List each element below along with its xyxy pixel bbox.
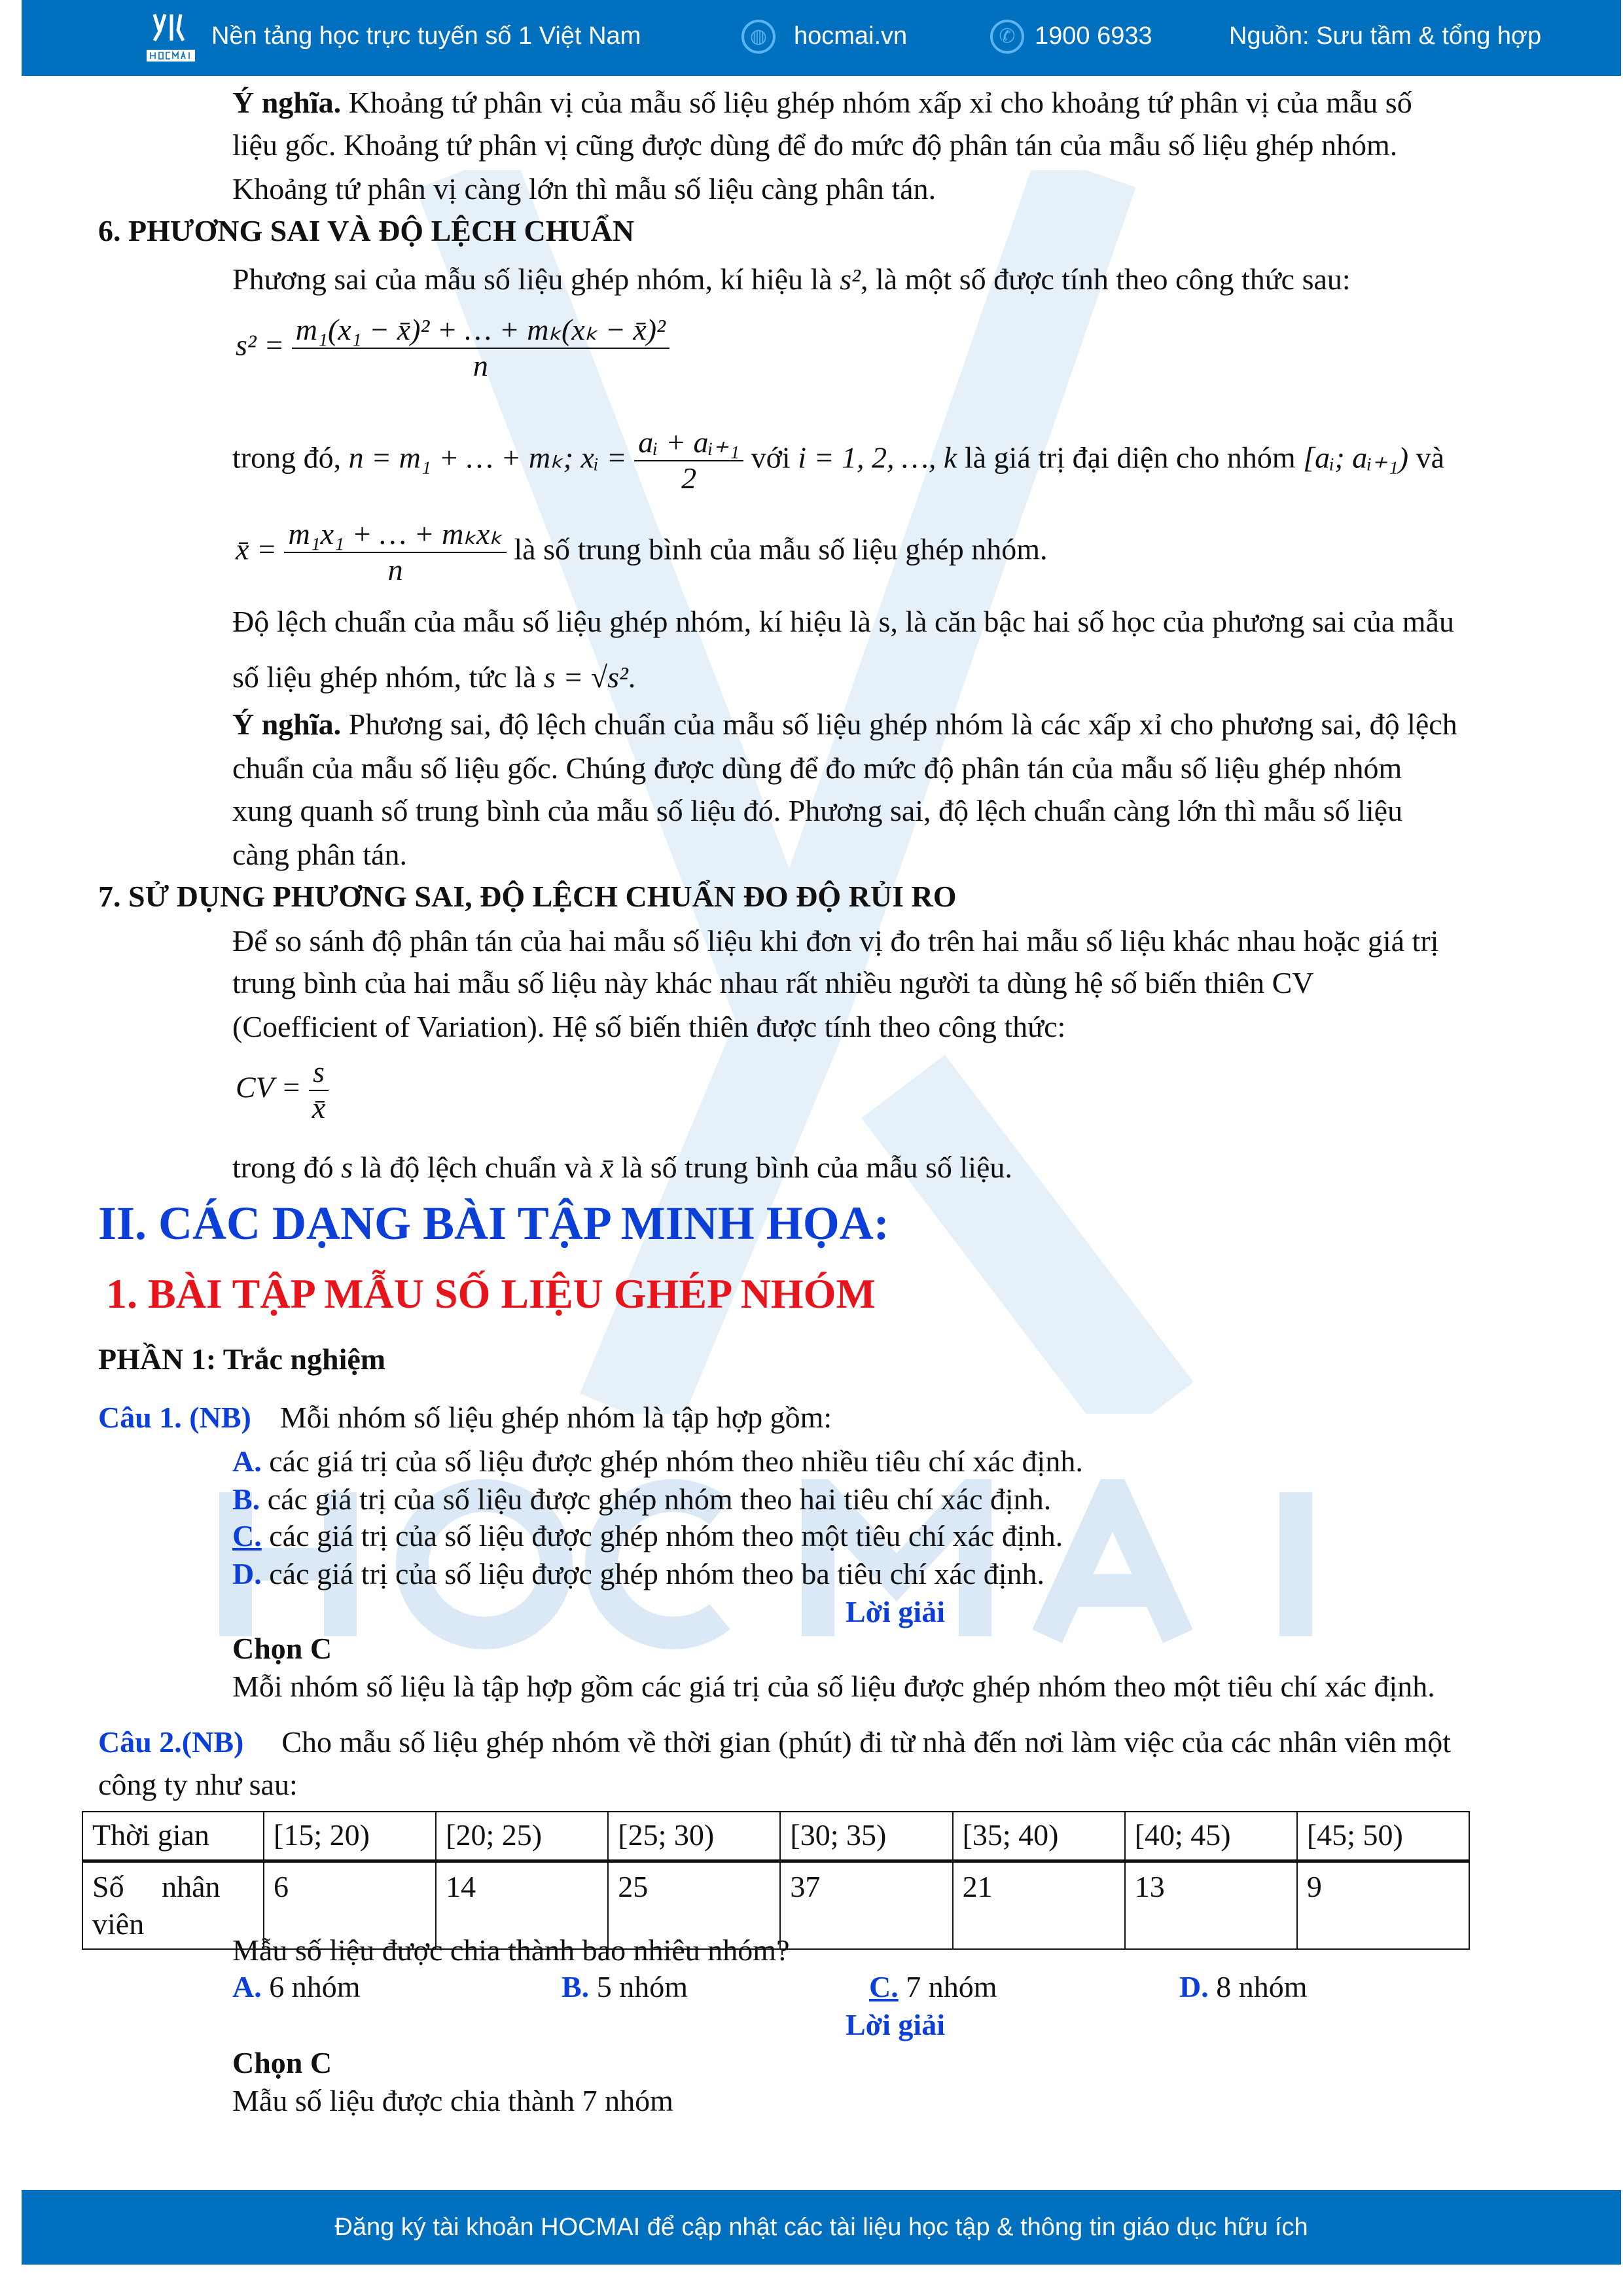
meaning-label: Ý nghĩa. bbox=[232, 708, 342, 741]
q1-stem bbox=[98, 1401, 832, 1435]
phone-icon: ✆ bbox=[990, 20, 1024, 54]
s6-meaning-2: chuẩn của mẫu số liệu gốc. Chúng được dùng để đo mức độ phân tán của mẫu số liệu ghép nhóm bbox=[232, 751, 1402, 785]
s5-line-3: Khoảng tứ phân vị càng lớn thì mẫu số liệu càng phân tán. bbox=[232, 172, 936, 206]
hocmai-logo-icon bbox=[141, 12, 200, 64]
question-label: Câu 2.(NB) bbox=[98, 1725, 244, 1759]
formula-lhs: CV = bbox=[236, 1070, 302, 1104]
option-text: 6 nhóm bbox=[261, 1970, 361, 2003]
option-key: B. bbox=[562, 1970, 590, 2003]
formula: n = m₁ + … + mₖ; xᵢ = bbox=[348, 440, 627, 475]
formula: s = √s² bbox=[543, 660, 628, 694]
option-text: 8 nhóm bbox=[1208, 1970, 1308, 2003]
option-key: B. bbox=[232, 1482, 260, 1516]
phan-1-heading: PHẦN 1: Trắc nghiệm bbox=[98, 1342, 386, 1376]
text: Cho mẫu số liệu ghép nhóm về thời gian (phút) đi từ nhà đến nơi làm việc của các nhân viên một bbox=[281, 1725, 1451, 1759]
option-key: C. bbox=[232, 1519, 262, 1552]
s6-meaning-4: càng phân tán. bbox=[232, 838, 407, 871]
text: với bbox=[743, 440, 798, 475]
option-text: các giá trị của số liệu được ghép nhóm theo một tiêu chí xác định. bbox=[261, 1519, 1063, 1552]
text: là độ lệch chuẩn và bbox=[353, 1151, 601, 1184]
s7-line-2: trung bình của hai mẫu số liệu này khác nhau rất nhiều người ta dùng hệ số biến thiên CV bbox=[232, 966, 1314, 999]
text: số liệu ghép nhóm, tức là bbox=[232, 660, 544, 694]
text: Phương sai của mẫu số liệu ghép nhóm, kí hiệu là bbox=[232, 262, 840, 296]
q2-question: Mẫu số liệu được chia thành bao nhiêu nhóm? bbox=[232, 1933, 790, 1967]
formula: s² bbox=[840, 262, 861, 296]
text: trong đó bbox=[232, 1151, 342, 1184]
mean-formula bbox=[236, 517, 1047, 588]
q2-option-b[interactable] bbox=[562, 1971, 688, 2004]
q2-solution-label: Lời giải bbox=[846, 2008, 945, 2041]
s7-line-1: Để so sánh độ phân tán của hai mẫu số liệu khi đơn vị đo trên hai mẫu số liệu khác nhau hoặc giá trị bbox=[232, 924, 1439, 958]
text: là số trung bình của mẫu số liệu ghép nhóm. bbox=[506, 532, 1048, 566]
denominator: n bbox=[387, 552, 403, 586]
part-2-subheading: 1. BÀI TẬP MẪU SỐ LIỆU GHÉP NHÓM bbox=[106, 1270, 876, 1317]
table-cell: 25 bbox=[608, 1861, 780, 1949]
numerator: m₁(x₁ − x̄)² + … + mₖ(xₖ − x̄)² bbox=[292, 313, 669, 349]
q2-option-a[interactable] bbox=[232, 1971, 361, 2004]
s6-meaning-3: xung quanh số trung bình của mẫu số liệu đó. Phương sai, độ lệch chuẩn càng lớn thì mẫu số liệu bbox=[232, 794, 1403, 827]
text: , là một số được tính theo công thức sau: bbox=[860, 262, 1351, 296]
q1-explanation: Mỗi nhóm số liệu là tập hợp gồm các giá trị của số liệu được ghép nhóm theo một tiêu chí xác định. bbox=[232, 1670, 1435, 1703]
table-header-cell: [15; 20) bbox=[264, 1812, 436, 1861]
question-label: Câu 1. (NB) bbox=[98, 1401, 251, 1434]
section-6-heading: 6. PHƯƠNG SAI VÀ ĐỘ LỆCH CHUẨN bbox=[98, 214, 635, 247]
numerator: m₁x₁ + … + mₖxₖ bbox=[284, 517, 506, 553]
page-header bbox=[22, 0, 1621, 76]
numerator: aᵢ + aᵢ₊₁ bbox=[634, 425, 743, 461]
table-cell: 13 bbox=[1125, 1861, 1297, 1949]
variance-formula bbox=[236, 313, 669, 384]
section-7-heading: 7. SỬ DỤNG PHƯƠNG SAI, ĐỘ LỆCH CHUẨN ĐO ĐỘ RỦI RO bbox=[98, 880, 957, 913]
std-line-1: Độ lệch chuẩn của mẫu số liệu ghép nhóm, kí hiệu là s, là căn bậc hai số học của phương sai của mẫu bbox=[232, 605, 1454, 638]
text: trong đó, bbox=[232, 440, 349, 475]
option-text: 7 nhóm bbox=[898, 1970, 997, 2003]
text: . bbox=[628, 660, 636, 694]
text: Mỗi nhóm số liệu ghép nhóm là tập hợp gồm: bbox=[279, 1401, 832, 1434]
meaning-label: Ý nghĩa. bbox=[232, 86, 342, 119]
header-source: Nguồn: Sưu tầm & tổng hợp bbox=[1229, 22, 1542, 50]
denominator: n bbox=[473, 348, 488, 382]
s7-where bbox=[232, 1151, 1012, 1185]
std-line-2 bbox=[232, 661, 635, 694]
q1-option-c[interactable] bbox=[232, 1520, 1063, 1553]
table-header-cell: [40; 45) bbox=[1125, 1812, 1297, 1861]
q1-option-d[interactable] bbox=[232, 1558, 1044, 1591]
q2-option-d[interactable] bbox=[1179, 1971, 1308, 2004]
text: Phương sai, độ lệch chuẩn của mẫu số liệu ghép nhóm là các xấp xỉ cho phương sai, độ lệch bbox=[341, 708, 1457, 741]
q1-option-a[interactable] bbox=[232, 1445, 1083, 1479]
s5-line-1 bbox=[232, 86, 1412, 120]
numerator: s bbox=[309, 1055, 329, 1091]
option-key: C. bbox=[869, 1970, 899, 2003]
text: là số trung bình của mẫu số liệu. bbox=[613, 1151, 1012, 1184]
formula: x̄ bbox=[600, 1151, 614, 1184]
table-header-cell: [25; 30) bbox=[608, 1812, 780, 1861]
q1-option-b[interactable] bbox=[232, 1483, 1051, 1516]
formula-lhs: s² = bbox=[236, 328, 285, 362]
table-header-cell: [45; 50) bbox=[1297, 1812, 1469, 1861]
s6-meaning-1 bbox=[232, 708, 1457, 742]
formula-lhs: x̄ = bbox=[236, 532, 277, 566]
formula: s bbox=[341, 1151, 353, 1184]
text: Khoảng tứ phân vị của mẫu số liệu ghép nhóm xấp xỉ cho khoảng tứ phân vị của mẫu số bbox=[341, 86, 1412, 119]
formula: [aᵢ; aᵢ₊₁) bbox=[1303, 440, 1409, 475]
table-cell: 21 bbox=[953, 1861, 1125, 1949]
q2-stem-2: công ty như sau: bbox=[98, 1768, 298, 1801]
header-website[interactable]: hocmai.vn bbox=[794, 22, 908, 50]
q2-answer: Chọn C bbox=[232, 2046, 332, 2079]
header-tagline: Nền tảng học trực tuyến số 1 Việt Nam bbox=[211, 22, 641, 50]
option-text: các giá trị của số liệu được ghép nhóm theo nhiều tiêu chí xác định. bbox=[261, 1444, 1083, 1478]
denominator: x̄ bbox=[312, 1090, 326, 1124]
option-key: D. bbox=[232, 1557, 262, 1590]
table-header-cell: [35; 40) bbox=[953, 1812, 1125, 1861]
table-cell: Số nhân viên bbox=[82, 1861, 264, 1949]
q2-option-c[interactable] bbox=[869, 1971, 997, 2004]
q2-stem bbox=[98, 1726, 1451, 1759]
s7-line-3: (Coefficient of Variation). Hệ số biến thiên được tính theo công thức: bbox=[232, 1010, 1066, 1043]
option-key: A. bbox=[232, 1444, 262, 1478]
option-text: các giá trị của số liệu được ghép nhóm theo hai tiêu chí xác định. bbox=[260, 1482, 1052, 1516]
q2-data-table bbox=[82, 1811, 1470, 1950]
q2-explanation: Mẫu số liệu được chia thành 7 nhóm bbox=[232, 2084, 673, 2117]
text: là giá trị đại diện cho nhóm bbox=[957, 440, 1304, 475]
table-cell: 14 bbox=[436, 1861, 608, 1949]
s5-line-2: liệu gốc. Khoảng tứ phân vị cũng được dùng để đo mức độ phân tán của mẫu số liệu ghép nhóm. bbox=[232, 128, 1398, 162]
formula: i = 1, 2, …, k bbox=[798, 440, 957, 475]
denominator: 2 bbox=[681, 461, 697, 495]
text: và bbox=[1408, 440, 1445, 475]
option-key: A. bbox=[232, 1970, 262, 2003]
option-text: các giá trị của số liệu được ghép nhóm theo ba tiêu chí xác định. bbox=[261, 1557, 1045, 1590]
part-2-heading: II. CÁC DẠNG BÀI TẬP MINH HỌA: bbox=[98, 1197, 889, 1249]
page-footer: Đăng ký tài khoản HOCMAI để cập nhật các tài liệu học tập & thông tin giáo dục hữu ích bbox=[22, 2190, 1621, 2265]
s6-intro bbox=[232, 263, 1351, 296]
table-cell: 9 bbox=[1297, 1861, 1469, 1949]
q1-solution-label: Lời giải bbox=[846, 1595, 945, 1628]
header-phone: 1900 6933 bbox=[1035, 22, 1152, 50]
globe-icon: ◍ bbox=[741, 20, 776, 54]
table-row bbox=[82, 1812, 1469, 1861]
cv-formula bbox=[236, 1055, 329, 1126]
table-cell: 6 bbox=[264, 1861, 436, 1949]
table-header-cell: [30; 35) bbox=[780, 1812, 952, 1861]
option-key: D. bbox=[1179, 1970, 1209, 2003]
table-cell: 37 bbox=[780, 1861, 952, 1949]
table-header-cell: Thời gian bbox=[82, 1812, 264, 1861]
table-header-cell: [20; 25) bbox=[436, 1812, 608, 1861]
s6-where-line bbox=[232, 425, 1444, 496]
option-text: 5 nhóm bbox=[589, 1970, 688, 2003]
q1-answer: Chọn C bbox=[232, 1632, 332, 1665]
